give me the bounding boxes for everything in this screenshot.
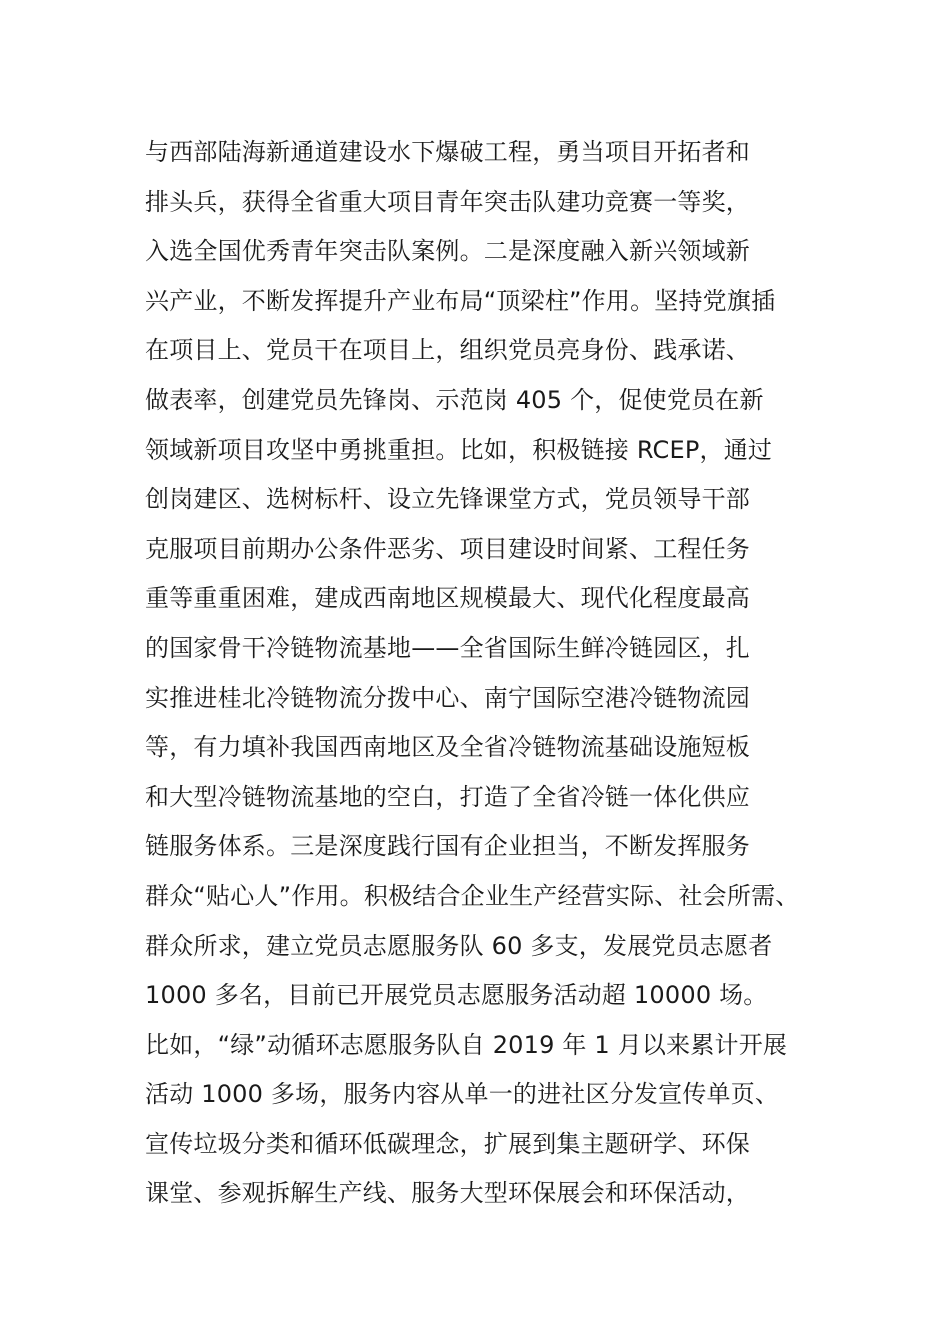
text-line: 重等重重困难，建成西南地区规模最大、现代化程度最高 xyxy=(145,584,750,613)
text-line: 和大型冷链物流基地的空白，打造了全省冷链一体化供应 xyxy=(145,782,750,811)
text-line: 创岗建区、选树标杆、设立先锋课堂方式，党员领导干部 xyxy=(145,485,750,514)
text-line: 入选全国优秀青年突击队案例。二是深度融入新兴领域新 xyxy=(145,237,750,266)
text-line: 等，有力填补我国西南地区及全省冷链物流基础设施短板 xyxy=(145,733,750,762)
text-line: 链服务体系。三是深度践行国有企业担当，不断发挥服务 xyxy=(145,832,750,861)
body-paragraph xyxy=(145,128,825,1219)
text-line: 领域新项目攻坚中勇挑重担。比如，积极链接 RCEP，通过 xyxy=(145,435,773,464)
text-line: 实推进桂北冷链物流分拨中心、南宁国际空港冷链物流园 xyxy=(145,683,750,712)
text-line: 群众“贴心人”作用。积极结合企业生产经营实际、社会所需、 xyxy=(145,881,800,910)
text-line: 与西部陆海新通道建设水下爆破工程，勇当项目开拓者和 xyxy=(145,138,750,166)
text-line: 群众所求，建立党员志愿服务队 60 多支，发展党员志愿者 xyxy=(145,931,773,960)
text-line: 克服项目前期办公条件恶劣、项目建设时间紧、工程任务 xyxy=(145,534,750,563)
text-line: 排头兵，获得全省重大项目青年突击队建功竞赛一等奖， xyxy=(145,187,750,216)
text-line: 1000 多名，目前已开展党员志愿服务活动超 10000 场。 xyxy=(145,981,768,1010)
text-line: 活动 1000 多场，服务内容从单一的进社区分发宣传单页、 xyxy=(145,1080,780,1109)
text-line: 在项目上、党员干在项目上，组织党员亮身份、践承诺、 xyxy=(145,336,750,365)
text-line: 课堂、参观拆解生产线、服务大型环保展会和环保活动， xyxy=(145,1179,750,1208)
text-line: 宣传垃圾分类和循环低碳理念，扩展到集主题研学、环保 xyxy=(145,1129,750,1158)
text-line: 比如，“绿”动循环志愿服务队自 2019 年 1 月以来累计开展 xyxy=(145,1030,788,1059)
text-line: 兴产业，不断发挥提升产业布局“顶梁柱”作用。坚持党旗插 xyxy=(145,286,776,315)
text-line: 做表率，创建党员先锋岗、示范岗 405 个，促使党员在新 xyxy=(145,385,764,414)
text-line: 的国家骨干冷链物流基地——全省国际生鲜冷链园区，扎 xyxy=(145,633,750,662)
